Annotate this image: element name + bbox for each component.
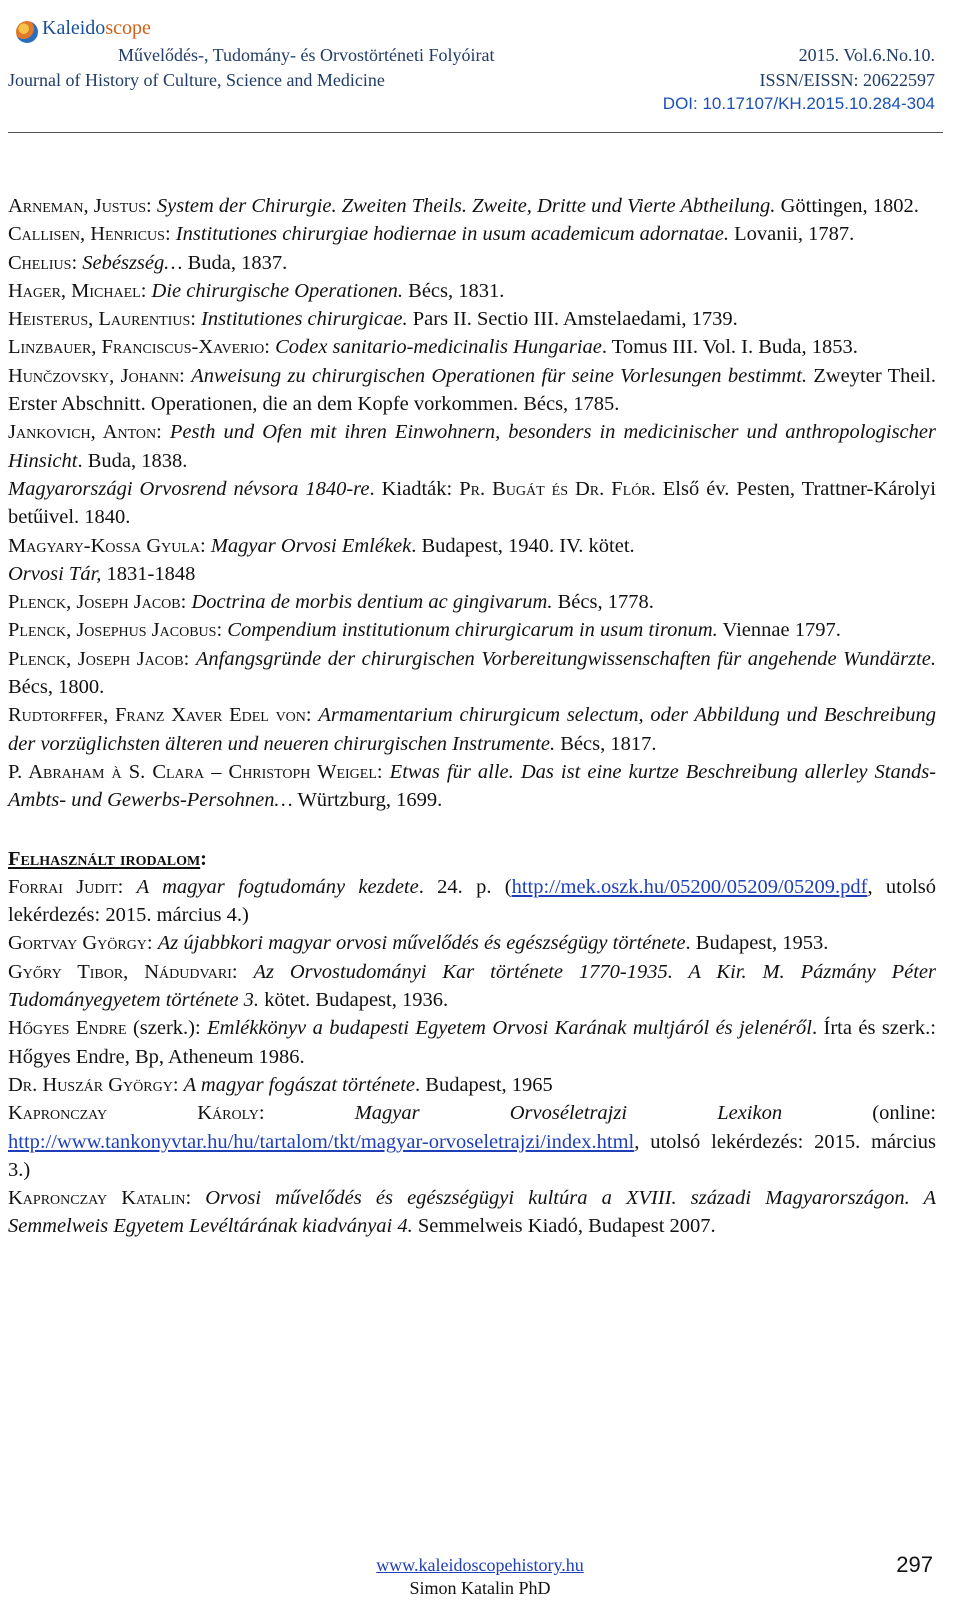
entry-text: Kapronczay Katalin [8, 1187, 186, 1210]
entry-text: : [117, 875, 137, 898]
entry-text: Plenck, Joseph Jacob [8, 647, 184, 670]
doi-link[interactable]: DOI: 10.17107/KH.2015.10.284-304 [662, 94, 935, 113]
entry-text: : [180, 591, 192, 614]
bibliography-entry [8, 532, 936, 560]
entry-text: Doctrina de morbis dentium ac gingivarum. [191, 591, 553, 614]
entry-text: : [305, 704, 319, 727]
entry-text: : [190, 308, 202, 331]
entry-text: . Első év. Pesten, Trattner-Károlyi betűivel. 1840. [8, 477, 936, 529]
literature-list [8, 873, 936, 1241]
entry-text: Az újabbkori magyar orvosi művelődés és egészségügy története [157, 932, 686, 955]
bibliography-entry [8, 475, 936, 532]
header-divider [8, 132, 943, 133]
entry-text: Semmelweis Kiadó, Budapest 2007. [412, 1215, 716, 1238]
bibliography-entry [8, 249, 936, 277]
entry-text: , utolsó lekérdezés: 2015. március 3.) [8, 1130, 936, 1181]
logo-text: Kaleidoscope [42, 17, 151, 39]
entry-text: : [185, 1187, 206, 1210]
entry-text: (szerk.): [126, 1017, 208, 1040]
entry-text: Rudtorffer, Franz Xaver Edel von [8, 704, 306, 727]
entry-text: Heisterus, Laurentius [8, 308, 191, 331]
entry-text: Die chirurgische Operationen. [151, 279, 404, 302]
kaleidoscope-logo[interactable] [8, 10, 151, 50]
entry-text: Göttingen, 1802. [775, 195, 919, 217]
entry-text: Magyar Orvosi Emlékek [210, 534, 412, 557]
entry-text: : [140, 279, 152, 302]
entry-text: Hunčzovsky, Johann [8, 364, 180, 387]
entry-text: . Tomus III. Vol. I. Buda, 1853. [601, 336, 858, 359]
entry-text: : [264, 336, 276, 359]
entry-text: : [164, 223, 176, 246]
entry-text: Pars II. Sectio III. Amstelaedami, 1739. [407, 308, 738, 331]
bibliography-content [8, 192, 936, 1241]
bibliography-entry [8, 305, 936, 333]
entry-text: . Kiadták: [369, 477, 460, 500]
bibliography-entry [8, 701, 936, 758]
footer-website [0, 1555, 960, 1576]
entry-text: Callisen, Henricus [8, 223, 165, 246]
entry-text: Magyarországi Orvosrend névsora 1840-re [8, 477, 370, 500]
bibliography-entry [8, 1071, 936, 1099]
entry-text: A magyar fogtudomány kezdete [136, 875, 419, 898]
entry-text: Bécs, 1800. [8, 676, 105, 699]
entry-text: . Buda, 1838. [77, 449, 188, 472]
bibliography-entry [8, 192, 936, 220]
reference-link[interactable]: http://www.tankonyvtar.hu/hu/tartalom/tkt/magyar-orvoseletrajzi/index.html [8, 1130, 635, 1153]
entry-text: . Budapest, 1965 [415, 1073, 553, 1096]
bibliography-entry [8, 929, 936, 957]
entry-text: Lovanii, 1787. [729, 223, 855, 246]
bibliography-entry [8, 1184, 936, 1241]
entry-text: : [258, 1102, 355, 1125]
entry-text: , utolsó lekérdezés: 2015. március 4.) [8, 875, 936, 927]
bibliography-entry [8, 1099, 936, 1184]
volume-info: 2015. Vol.6.No.10. [798, 45, 935, 65]
page-header [0, 0, 960, 145]
entry-text: Etwas für alle. Das ist eine kurtze Beschreibung allerley Stands-Ambts- und Gewerbs-Persohnen… [8, 760, 936, 812]
entry-text: : [179, 364, 192, 387]
literature-heading: Felhasznált irodalom: [8, 847, 207, 870]
entry-text: (online: [782, 1102, 936, 1125]
entry-text: Plenck, Joseph Jacob [8, 591, 181, 614]
entry-text: : [200, 534, 211, 557]
entry-text: Armamentarium chirurgicum selectum, oder Abbildung und Beschreibung der vorzüglichsten älteren und neueren chirurgischen Instrumente. [8, 704, 936, 755]
footer-author: Simon Katalin PhD [409, 1578, 551, 1598]
entry-text: System der Chirurgie. Zweiten Theils. Zweite, Dritte und Vierte Abtheilung. [156, 195, 776, 217]
entry-text: Bécs, 1831. [403, 279, 505, 302]
bibliography-entry [8, 758, 936, 815]
bibliography-entry [8, 1014, 936, 1071]
bibliography-entry [8, 362, 936, 419]
entry-text: : [71, 251, 83, 274]
entry-text: Hager, Michael [8, 279, 141, 302]
entry-text: Plenck, Josephus Jacobus [8, 619, 217, 642]
entry-text: : [231, 960, 254, 983]
entry-text: Anfangsgründe der chirurgischen Vorbereitungwissenschaften für angehende Wundärzte. [195, 647, 936, 670]
entry-text: Viennae 1797. [717, 619, 841, 642]
bibliography-entry [8, 958, 936, 1015]
entry-text: . Írta és szerk.: Hőgyes Endre, Bp, Atheneum 1986. [8, 1017, 936, 1068]
entry-text: P. Abraham à S. Clara – Christoph Weigel [8, 760, 377, 783]
entry-text: : [146, 932, 158, 955]
entry-text: : [156, 421, 170, 444]
entry-text: : [172, 1073, 184, 1096]
entry-text: Compendium institutionum chirurgicarum in usum tironum. [227, 619, 718, 642]
entry-text: Institutiones chirurgiae hodiernae in usum academicum adornatae. [175, 223, 730, 246]
bibliography-entry [8, 220, 936, 248]
bibliography-entry [8, 418, 936, 475]
entry-text: Codex sanitario-medicinalis Hungariae [275, 336, 602, 359]
journal-title-hungarian: Művelődés-, Tudomány- és Orvostörténeti Folyóirat [118, 45, 495, 65]
entry-text: Emlékkönyv a budapesti Egyetem Orvosi Karának multjáról és jelenéről [207, 1017, 812, 1040]
bibliography-entry [8, 333, 936, 361]
entry-text: : [146, 195, 157, 217]
entry-text: Würtzburg, 1699. [292, 789, 443, 812]
entry-text: Magyary-Kossa Gyula [8, 534, 201, 557]
website-link[interactable]: www.kaleidoscopehistory.hu [376, 1555, 584, 1575]
logo-emblem-icon [16, 21, 38, 43]
entry-text: Dr. Huszár György [8, 1073, 173, 1096]
entry-text: Linzbauer, Franciscus-Xaverio [8, 336, 265, 359]
entry-text: Győry Tibor, Nádudvari [8, 960, 232, 983]
entry-text: . 24. p. ( [418, 875, 512, 898]
bibliography-entry [8, 616, 936, 644]
entry-text: Institutiones chirurgicae. [201, 308, 408, 331]
entry-text: Arneman, Justus [8, 195, 147, 217]
entry-text: Anweisung zu chirurgischen Operationen für seine Vorlesungen bestimmt. [191, 364, 808, 387]
entry-text: Pesth und Ofen mit ihren Einwohnern, besonders in medicinischer und anthropologischer Hinsicht [8, 421, 936, 472]
entry-text: Hőgyes Endre [8, 1017, 127, 1040]
issn-info: ISSN/EISSN: 20622597 [759, 70, 935, 90]
entry-text: Jankovich, Anton [8, 421, 157, 444]
entry-text: A magyar fogászat története [183, 1073, 416, 1096]
entry-text: Sebészség… [82, 251, 183, 274]
bibliography-entry [8, 645, 936, 702]
entry-text: Chelius [8, 251, 72, 274]
entry-text: : [376, 760, 390, 783]
entry-text: . Budapest, 1940. IV. kötet. [411, 534, 635, 557]
entry-text: Bécs, 1817. [555, 732, 657, 755]
bibliography-entry [8, 277, 936, 305]
entry-text: Az Orvostudományi Kar története 1770-1935. A Kir. M. Pázmány Péter Tudományegyetem története 3. [8, 960, 936, 1012]
reference-link[interactable]: http://mek.oszk.hu/05200/05209/05209.pdf [511, 875, 868, 898]
journal-title-english: Journal of History of Culture, Science and Medicine [8, 70, 385, 90]
entry-text: Kapronczay Károly [8, 1102, 259, 1125]
bibliography-entry [8, 588, 936, 616]
entry-text: Magyar Orvoséletrajzi Lexikon [354, 1102, 783, 1125]
entry-text: Forrai Judit [8, 875, 118, 898]
entry-text: . Budapest, 1953. [685, 932, 829, 955]
entry-text: Zweyter Theil. Erster Abschnitt. Operationen, die an dem Kopfe vorkommen. Bécs, 1785. [8, 364, 937, 416]
entry-text: Orvosi művelődés és egészségügyi kultúra a XVIII. századi Magyarországon. A Semmelweis Egyetem Levéltárának kiadványai 4. [8, 1187, 936, 1238]
entry-text: 1831-1848 [101, 562, 196, 585]
entry-text: Bécs, 1778. [552, 591, 654, 614]
entry-text: Orvosi Tár, [8, 562, 102, 585]
entry-text: Buda, 1837. [182, 251, 288, 274]
bibliography-entry [8, 560, 936, 588]
entry-text: Pr. Bugát és Dr. Flór [459, 477, 651, 500]
page-number: 297 [896, 1552, 933, 1577]
entry-text: Gortvay György [8, 932, 147, 955]
bibliography-entry [8, 873, 936, 930]
sources-list [8, 192, 936, 815]
entry-text: : [183, 647, 196, 670]
entry-text: : [216, 619, 228, 642]
entry-text: kötet. Budapest, 1936. [259, 989, 449, 1012]
